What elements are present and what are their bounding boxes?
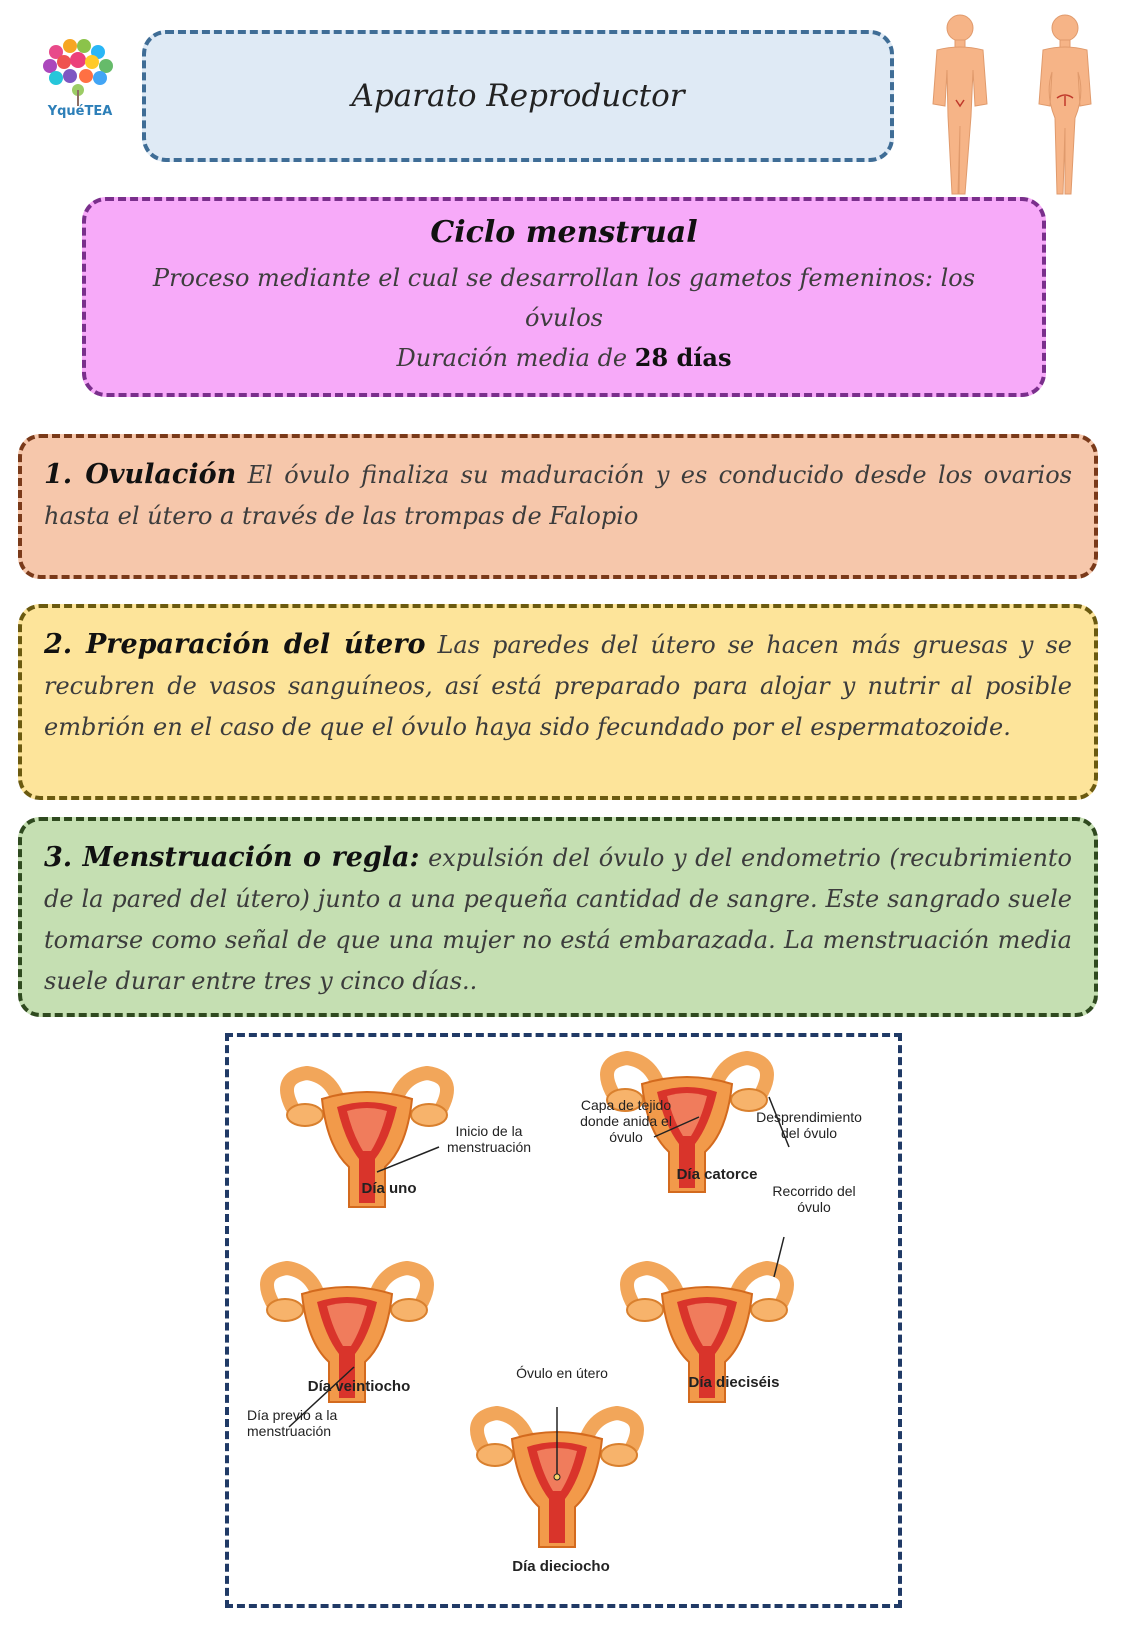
human-figures-icon bbox=[915, 8, 1120, 198]
cycle-title: Ciclo menstrual bbox=[430, 215, 698, 250]
step-ovulation bbox=[18, 434, 1098, 579]
step-text: expulsión del óvulo y del endometrio (recubrimiento de la pared del útero) junto a una pequeña cantidad de sangre. Este sangrado suele tomarse como señal de que una mujer no está embarazada. La menstruación media suele durar entre tres y cinco días.. bbox=[44, 844, 1072, 995]
step-text: El óvulo finaliza su maduración y es conducido desde los ovarios hasta el útero a través de las trompas de Falopio bbox=[44, 461, 1073, 530]
label-dia-uno: Día uno bbox=[361, 1180, 417, 1197]
cycle-description: Proceso mediante el cual se desarrollan los gametos femeninos: los óvulos bbox=[152, 264, 976, 332]
step-heading: 3. Menstruación o regla: bbox=[44, 842, 420, 873]
label-desprendimiento: Desprendimiento del óvulo bbox=[756, 1109, 862, 1141]
label-ovulo-utero: Óvulo en útero bbox=[516, 1365, 608, 1381]
label-capa: Capa de tejido donde anida el óvulo bbox=[580, 1097, 672, 1145]
label-recorrido: Recorrido del óvulo bbox=[772, 1183, 856, 1215]
duration-prefix: Duración media de bbox=[396, 344, 635, 372]
human-bodies-image bbox=[915, 8, 1120, 198]
step-text: Las paredes del útero se hacen más gruesas y se recubren de vasos sanguíneos, así está preparado para alojar y nutrir al posible embrión en el caso de que el óvulo haya sido fecundado por el espermatozoide. bbox=[44, 631, 1072, 741]
label-dia-catorce: Día catorce bbox=[676, 1166, 758, 1183]
menstrual-cycle-box bbox=[82, 197, 1046, 397]
menstrual-cycle-diagram bbox=[225, 1033, 902, 1608]
cycle-duration bbox=[86, 338, 1042, 378]
lollipop-tree-icon bbox=[38, 38, 118, 108]
label-dia-dieciocho: Día dieciocho bbox=[512, 1558, 610, 1575]
step-menstruation bbox=[18, 817, 1098, 1017]
step-heading: 1. Ovulación bbox=[44, 459, 237, 490]
label-inicio: Inicio de la menstruación bbox=[446, 1123, 532, 1155]
page-title: Aparato Reproductor bbox=[351, 78, 685, 114]
label-dia-dieciseis: Día dieciséis bbox=[688, 1374, 780, 1391]
step-uterus-preparation bbox=[18, 604, 1098, 800]
label-dia-previo: Día previo a la menstruación bbox=[247, 1407, 338, 1439]
logo-text: YquéTEA bbox=[47, 104, 113, 119]
label-dia-veintiocho: Día veintiocho bbox=[307, 1378, 411, 1395]
step-heading: 2. Preparación del útero bbox=[44, 629, 426, 660]
title-box bbox=[142, 30, 894, 162]
yquetea-logo bbox=[38, 38, 118, 128]
duration-value: 28 días bbox=[634, 343, 732, 372]
